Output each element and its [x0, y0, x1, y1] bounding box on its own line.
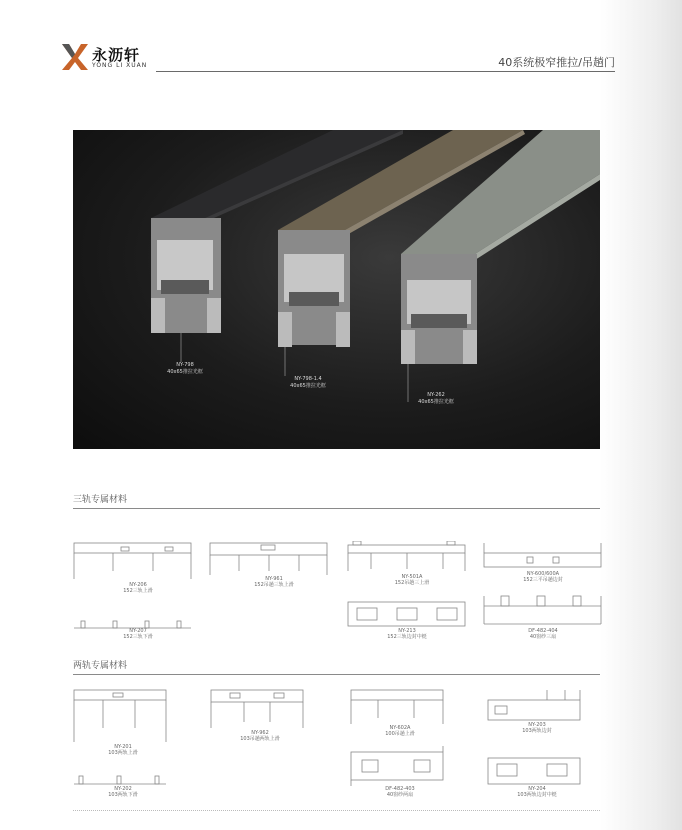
- part-caption: [239, 576, 309, 588]
- part-desc: 152三轨上滑: [123, 588, 153, 594]
- photo-label-desc: 40x65推拉光框: [418, 399, 454, 405]
- part-caption: [365, 725, 435, 737]
- profile-drawing: [350, 746, 445, 802]
- part-caption: [365, 786, 435, 798]
- profile-drawing: [350, 688, 445, 740]
- part-code: NY-600/600A: [526, 571, 560, 577]
- photo-label: [273, 376, 343, 390]
- part-desc: 103两轨边封中梃: [517, 792, 557, 798]
- part-caption: [377, 574, 447, 586]
- part-caption: [502, 786, 572, 798]
- part-code: NY-962: [251, 730, 269, 736]
- part-desc: 103吊趟两轨上滑: [240, 736, 280, 742]
- part-desc: 103两轨上滑: [108, 750, 138, 756]
- brand-logo: [60, 42, 90, 72]
- page-header: [60, 42, 615, 72]
- photo-label-desc: 40x65推拉光框: [167, 369, 203, 375]
- photo-label: [401, 392, 471, 406]
- profile-drawing: [347, 541, 467, 591]
- page-subtitle: 40系统极窄推拉/吊趟门: [498, 56, 615, 69]
- section-rule: [73, 508, 600, 509]
- part-caption: [108, 582, 168, 594]
- profile-drawing: [483, 541, 603, 587]
- part-code: NY-602A: [389, 725, 411, 731]
- photo-label: [155, 362, 215, 376]
- part-desc: 100吊趟上滑: [385, 731, 415, 737]
- section-title: 两轨专属材料: [73, 661, 128, 671]
- photo-label-code: NY-798-1.4: [294, 376, 322, 382]
- part-code: NY-202: [114, 786, 132, 792]
- photo-label-code: NY-798: [176, 362, 194, 368]
- part-desc: 152吊趟三轨上滑: [254, 582, 294, 588]
- part-desc: 152三轨边封中梃: [387, 634, 427, 640]
- part-caption: [108, 628, 168, 640]
- part-desc: 103两轨边封: [522, 728, 552, 734]
- profile-drawing: [209, 541, 329, 591]
- part-desc: 152三平吊趟边封: [523, 577, 563, 583]
- part-code: NY-204: [528, 786, 546, 792]
- part-code: NY-206: [129, 582, 147, 588]
- photo-label-desc: 40x65推拉光框: [290, 383, 326, 389]
- profile-drawing: [487, 688, 582, 738]
- part-code: NY-213: [398, 628, 416, 634]
- profile-drawing: [73, 541, 193, 601]
- part-desc: 152三轨下滑: [123, 634, 153, 640]
- profile-drawing: [347, 600, 467, 644]
- part-code: NY-207: [129, 628, 147, 634]
- part-caption: [93, 786, 153, 798]
- part-code: DF-482-404: [528, 628, 558, 634]
- part-caption: [508, 628, 578, 640]
- profile-drawing: [210, 688, 305, 748]
- profile-drawing: [73, 772, 168, 802]
- section-rule: [73, 674, 600, 675]
- part-caption: [502, 722, 572, 734]
- part-code: NY-203: [528, 722, 546, 728]
- profile-drawing: [487, 754, 582, 804]
- part-caption: [372, 628, 442, 640]
- brand-name-en: YONG LI XUAN: [92, 62, 148, 69]
- part-caption: [93, 744, 153, 756]
- part-code: DF-482-403: [385, 786, 415, 792]
- profile-drawing: [483, 592, 603, 644]
- part-desc: 103两轨下滑: [108, 792, 138, 798]
- part-caption: [508, 571, 578, 583]
- part-code: NY-201: [114, 744, 132, 750]
- part-code: NY-961: [265, 576, 283, 582]
- part-caption: [225, 730, 295, 742]
- part-desc: 40窗纱两扇: [386, 792, 414, 798]
- section-title: 三轨专属材料: [73, 495, 128, 505]
- footer-rule: [73, 810, 600, 811]
- brand-name-cn: 永沥轩: [92, 46, 141, 64]
- part-desc: 152吊趟三上滑: [394, 580, 430, 586]
- profile-drawing: [73, 618, 193, 644]
- photo-label-code: NY-262: [427, 392, 445, 398]
- part-desc: 40窗纱三扇: [529, 634, 557, 640]
- header-rule: [156, 71, 615, 72]
- profile-drawing: [73, 688, 168, 760]
- product-photo: [73, 130, 600, 449]
- part-code: NY-501A: [401, 574, 423, 580]
